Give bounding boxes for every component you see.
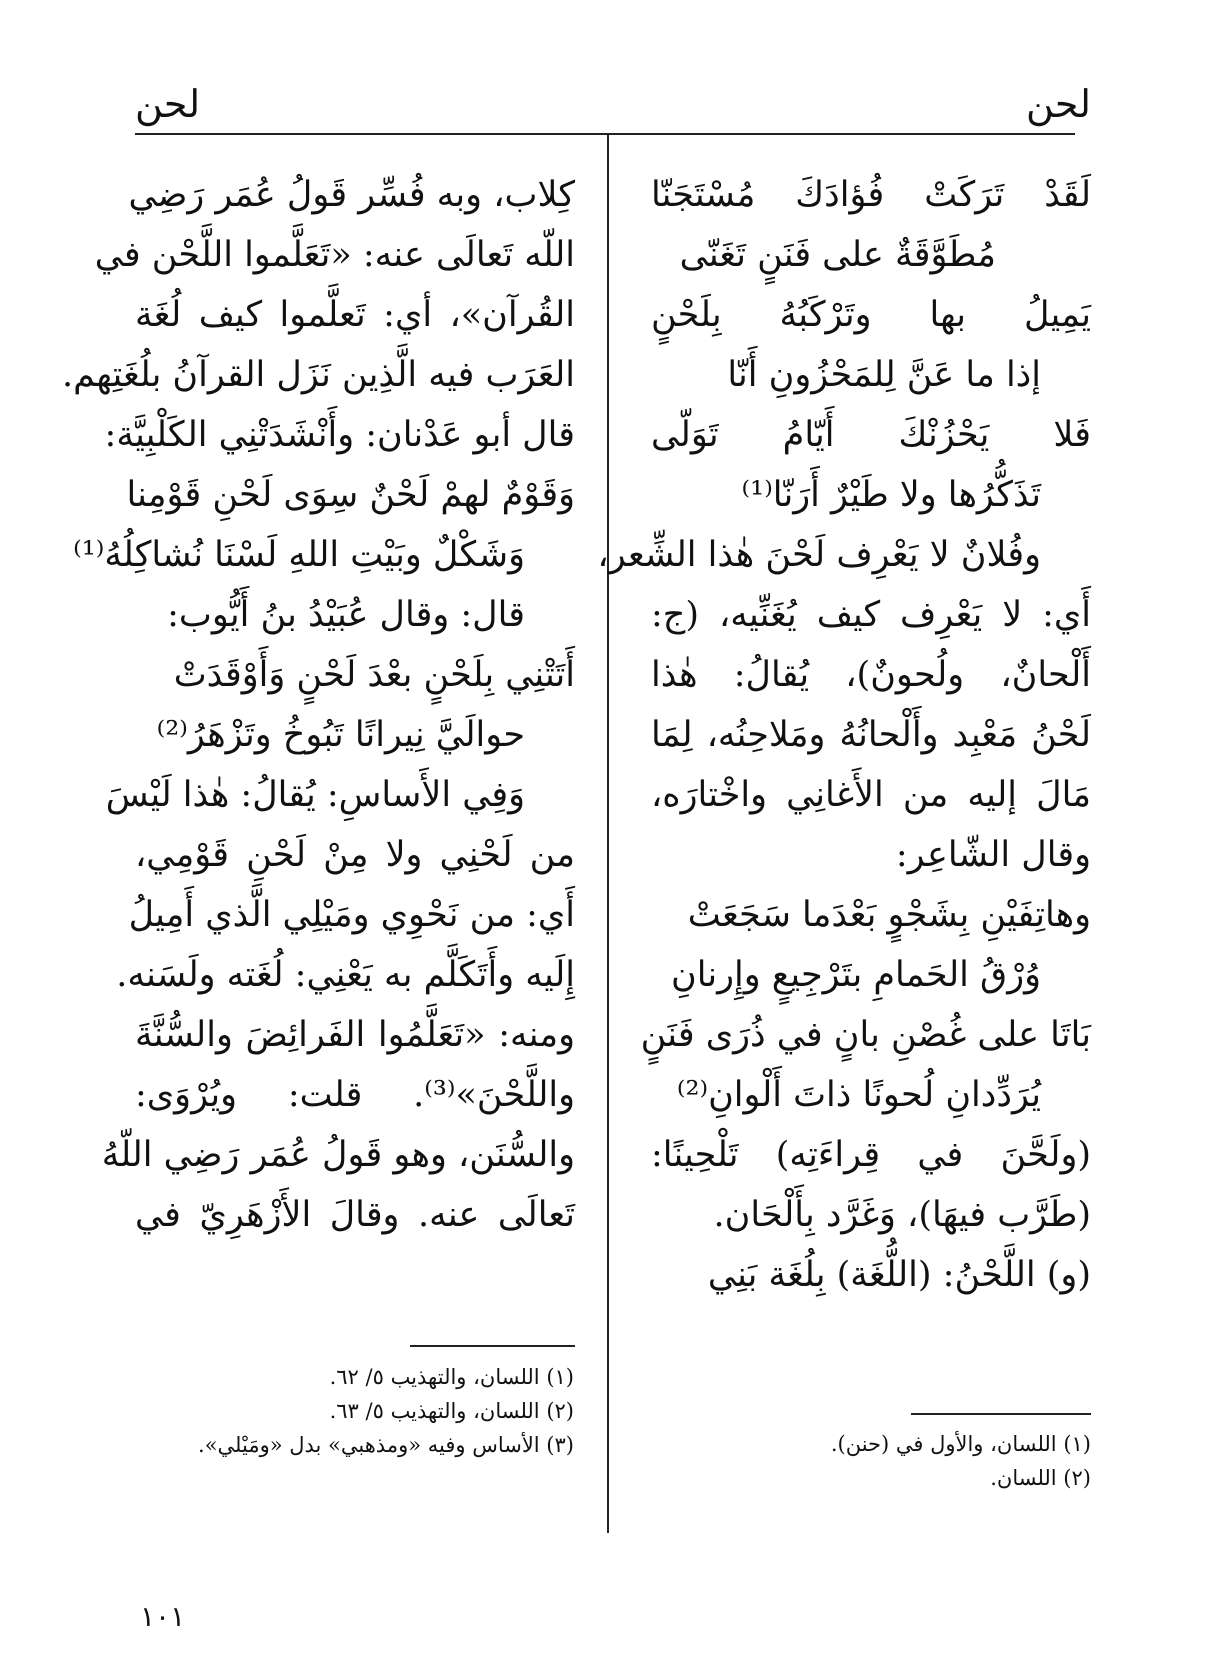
text-line: وقال الشّاعِر: [895,835,1091,875]
text-line: مُطَوَّقَةٌ على فَنَنٍ تَغَنّى [679,235,996,275]
text-line: أَتَتْنِي بِلَحْنٍ بعْدَ لَحْنٍ وَأَوْقَدَتْ [173,655,575,695]
left-column [61,165,575,1245]
text-line: وُرْقُ الحَمامِ بتَرْجِيعٍ وإِرنانِ [671,955,1041,995]
text-line: واللَّحْنَ»⁽³⁾. قلت: ويُرْوَى: [135,1075,575,1115]
header-rule [135,133,1075,135]
text-line: أَلْحانٌ، ولُحونٌ)، يُقالُ: هٰذا [651,655,1091,695]
running-head-right: لحن [1025,82,1091,126]
footnote: (٣) الأساس وفيه «ومذهبي» بدل «ومَيْلي». [198,1433,574,1457]
page-number: ١٠١ [140,1600,186,1633]
text-line: مَالَ إليه من الأَغانِي واخْتارَه، [651,775,1091,815]
column-divider [607,133,609,1533]
text-line: تَعالَى عنه. وقالَ الأَزْهَرِيّ في [135,1195,575,1235]
footnote-rule-left [410,1345,575,1347]
text-line: يَمِيلُ بها وتَرْكَبُهُ بِلَحْنٍ [651,295,1091,335]
text-line: وَفِي الأَساسِ: يُقالُ: هٰذا لَيْسَ [105,775,525,815]
text-line: (طَرَّب فيهَا)، وَغَرَّد بِأَلْحَان. [713,1195,1091,1235]
text-line: من لَحْنِي ولا مِنْ لَحْنِ قَوْمِي، [135,835,575,875]
text-line: أَي: لا يَعْرِف كيف يُغَنِّيه، (ج: [651,595,1091,635]
text-line: (و) اللَّحْنُ: (اللُّغَة) بِلُغَة بَنِي [707,1255,1091,1295]
text-line: وَقَوْمٌ لهمْ لَحْنٌ سِوَى لَحْنِ قَوْمِنا [126,475,575,515]
text-line: وفُلانٌ لا يَعْرِف لَحْنَ هٰذا الشِّعر، [597,535,1041,575]
text-line: ومنه: «تَعَلَّمُوا الفَرائِضَ والسُّنَّةَ [135,1015,575,1055]
running-head-left: لحن [135,82,201,126]
text-line: القُرآن»، أي: تَعلَّموا كيف لُغَة [135,295,575,335]
text-line: كِلاب، وبه فُسِّر قَولُ عُمَر رَضِي [128,175,575,215]
text-line: يُرَدِّدانِ لُحونًا ذاتَ أَلْوانِ⁽²⁾ [676,1075,1041,1115]
text-line: اللّه تَعالَى عنه: «تَعَلَّموا اللَّحْن في [94,235,575,275]
footnote: (١) اللسان، والتهذيب ٥/ ٦٢. [329,1365,574,1389]
text-line: العَرَب فيه الَّذِين نَزَل القرآنُ بلُغَتِهم. [61,355,575,395]
text-line: أَي: من نَحْوِي ومَيْلِي الَّذي أَمِيلُ [128,895,575,935]
text-line: (ولَحَّنَ في قِراءَتِه) تَلْحِينًا: [651,1135,1091,1175]
text-line: إِلَيه وأَتَكَلَّم به يَعْنِي: لُغَته ولَسَنه. [116,955,575,995]
text-line: إذا ما عَنَّ لِلمَحْزُونِ أَنّا [727,355,1041,395]
text-line: وهاتِفَيْنِ بِشَجْوٍ بَعْدَما سَجَعَتْ [687,895,1091,935]
footnote: (٢) اللسان. [990,1466,1091,1490]
text-line: حوالَيَّ نِيرانًا تَبُوخُ وتَزْهَرُ⁽²⁾ [156,715,525,755]
right-column [597,165,1091,1305]
footnote: (١) اللسان، والأول في (حنن). [830,1432,1091,1456]
footnote-rule-right [911,1413,1091,1415]
footnotes-right [651,1427,1091,1495]
text-line: فَلا يَحْزُنْكَ أَيّامُ تَوَلّى [651,415,1091,455]
text-line: تَذَكُّرُها ولا طَيْرٌ أَرَنّا⁽¹⁾ [741,475,1041,515]
text-line: والسُّنَن، وهو قَولُ عُمَر رَضِي اللّهُ [101,1135,575,1175]
footnote: (٢) اللسان، والتهذيب ٥/ ٦٣. [329,1399,574,1423]
text-line: لَحْنُ مَعْبِد وأَلْحانُهُ ومَلاحِنُه، لِمَا [651,715,1091,755]
text-line: وَشَكْلٌ وبَيْتِ اللهِ لَسْنَا نُشاكِلُهُ⁽¹⁾ [73,535,525,575]
text-line: قال: وقال عُبَيْدُ بنُ أَيُّوب: [167,595,525,635]
text-line: بَاتَا على غُصْنِ بانٍ في ذُرَى فَنَنٍ [640,1015,1091,1055]
text-line: لَقَدْ تَرَكَتْ فُؤادَكَ مُسْتَجَنّا [651,175,1091,215]
footnotes-left [134,1360,574,1462]
text-line: قال أبو عَدْنان: وأَنْشَدَتْنِي الكَلْبِيَّة: [104,415,575,455]
